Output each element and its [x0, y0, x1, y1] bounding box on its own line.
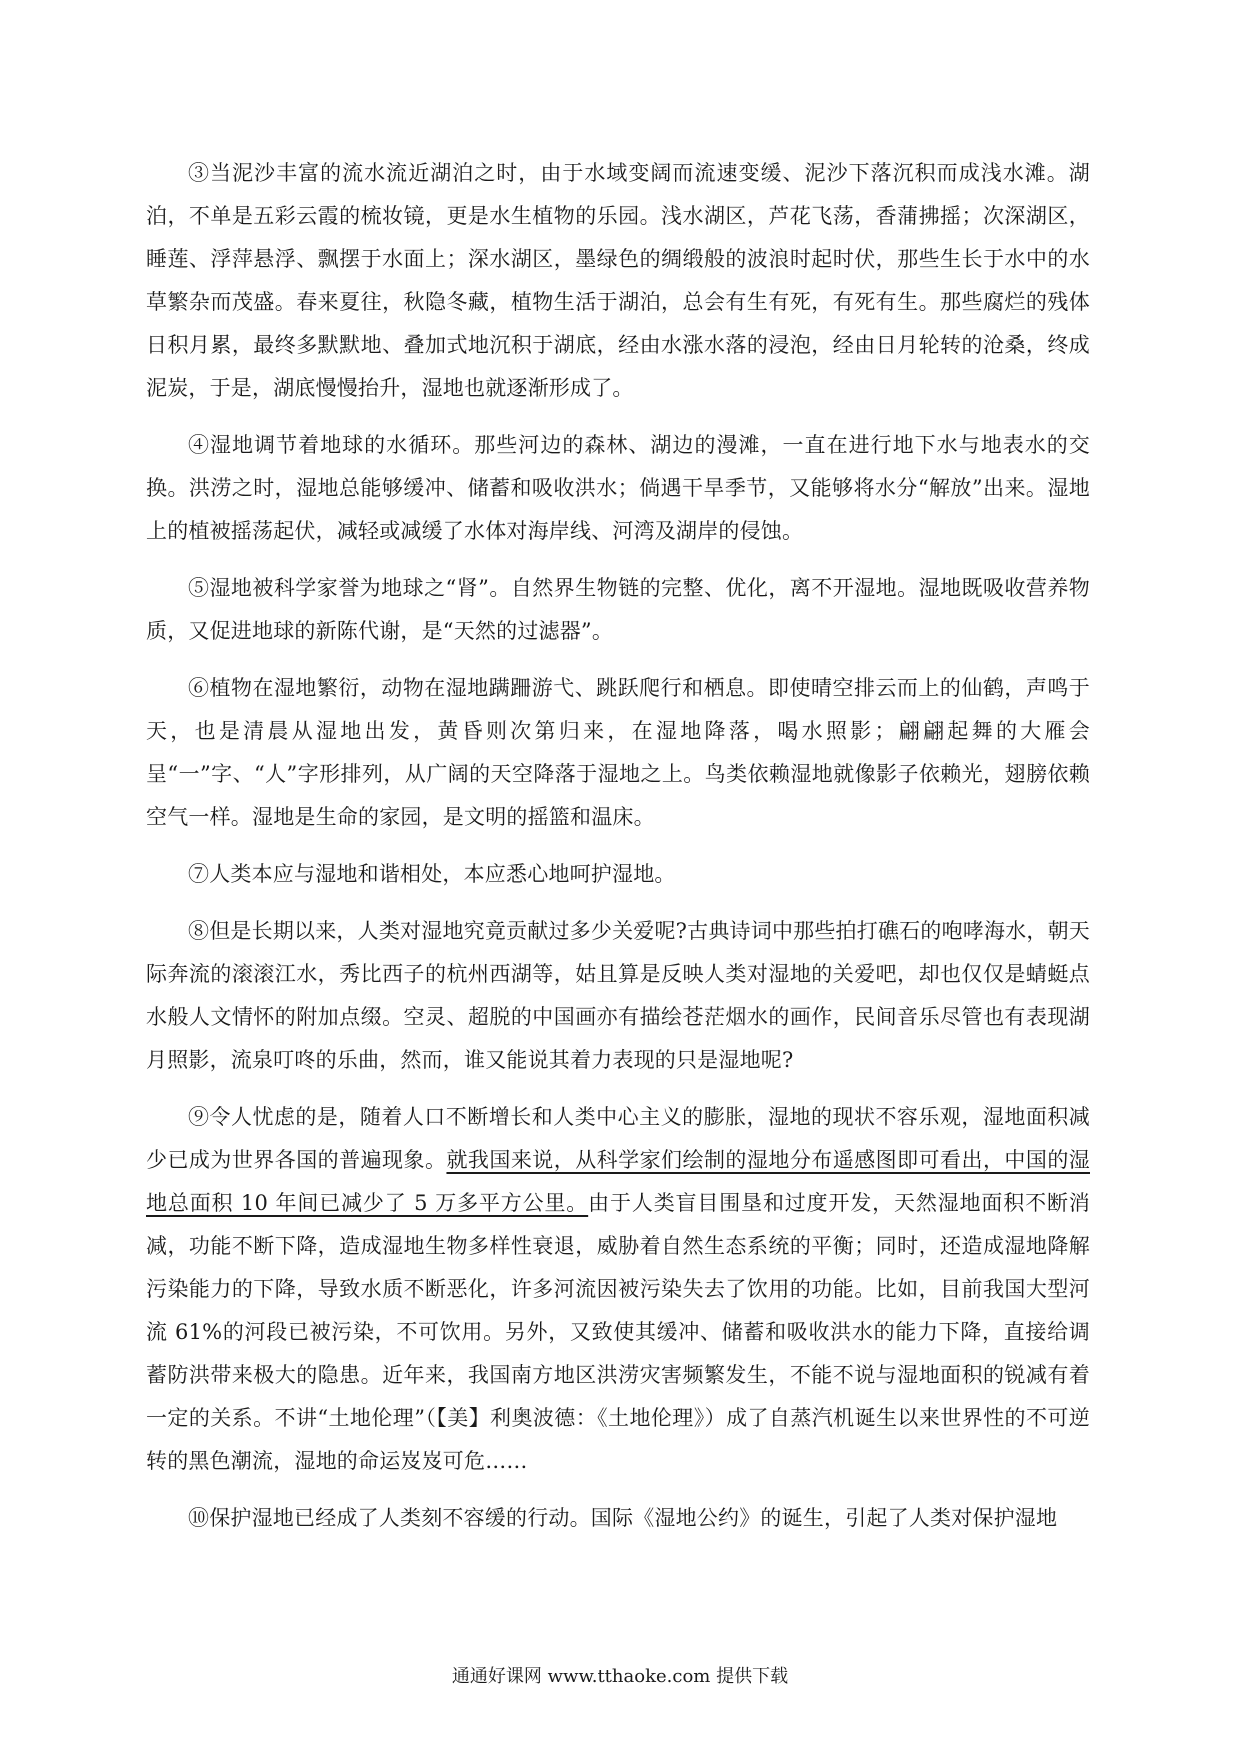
paragraph-5: ⑤湿地被科学家誉为地球之“肾”。自然界生物链的完整、优化，离不开湿地。湿地既吸收营养物质，又促进地球的新陈代谢，是“天然的过滤器”。: [146, 576, 1090, 643]
underlined-sentence: 就我国来说，从科学家们绘制的湿地分布遥感图即可看出，中国的湿地总面积 10 年间已减少了 5 万多平方公里。: [146, 1148, 1090, 1215]
paragraph-3: ③当泥沙丰富的流水流近湖泊之时，由于水域变阔而流速变缓、泥沙下落沉积而成浅水滩。湖泊，不单是五彩云霞的梳妆镜，更是水生植物的乐园。浅水湖区，芦花飞荡，香蒲拂摇；次深湖区，睡莲、浮萍悬浮、飘摆于水面上；深水湖区，墨绿色的绸缎般的波浪时起时伏，那些生长于水中的水草繁杂而茂盛。春来夏往，秋隐冬藏，植物生活于湖泊，总会有生有死，有死有生。那些腐烂的残体日积月累，最终多默默地、叠加式地沉积于湖底，经由水涨水落的浸泡，经由日月轮转的沧桑，终成泥炭，于是，湖底慢慢抬升，湿地也就逐渐形成了。: [146, 161, 1090, 400]
paragraph-6: ⑥植物在湿地繁衍，动物在湿地蹒跚游弋、跳跃爬行和栖息。即使晴空排云而上的仙鹤，声鸣于天，也是清晨从湿地出发，黄昏则次第归来，在湿地降落，喝水照影；翩翩起舞的大雁会呈“一”字、“人”字形排列，从广阔的天空降落于湿地之上。鸟类依赖湿地就像影子依赖光，翅膀依赖空气一样。湿地是生命的家园，是文明的摇篮和温床。: [146, 676, 1090, 829]
paragraph-10: ⑩保护湿地已经成了人类刻不容缓的行动。国际《湿地公约》的诞生，引起了人类对保护湿地: [188, 1506, 1058, 1530]
paragraph-9: [146, 1096, 1090, 1483]
paragraph-4: ④湿地调节着地球的水循环。那些河边的森林、湖边的漫滩，一直在进行地下水与地表水的交换。洪涝之时，湿地总能够缓冲、储蓄和吸收洪水；倘遇干旱季节，又能够将水分“解放”出来。湿地上的植被摇荡起伏，减轻或减缓了水体对海岸线、河湾及湖岸的侵蚀。: [146, 433, 1090, 543]
paragraph-7: ⑦人类本应与湿地和谐相处，本应悉心地呵护湿地。: [188, 862, 676, 886]
paragraph-9-rest: 由于人类盲目围垦和过度开发，天然湿地面积不断消减，功能不断下降，造成湿地生物多样性衰退，威胁着自然生态系统的平衡；同时，还造成湿地降解污染能力的下降，导致水质不断恶化，许多河流因被污染失去了饮用的功能。比如，目前我国大型河流 61%的河段已被污染，不可饮用。另外，又致使其缓冲、储蓄和吸收洪水的能力下降，直接给调蓄防洪带来极大的隐患。近年来，我国南方地区洪涝灾害频繁发生，不能不说与湿地面积的锐减有着一定的关系。不讲“土地伦理”（【美】利奥波德：《土地伦理》）成了自蒸汽机诞生以来世界性的不可逆转的黑色潮流，湿地的命运岌岌可危……: [146, 1191, 1090, 1473]
paragraph-8: ⑧但是长期以来，人类对湿地究竟贡献过多少关爱呢?古典诗词中那些拍打礁石的咆哮海水，朝天际奔流的滚滚江水，秀比西子的杭州西湖等，姑且算是反映人类对湿地的关爱吧，却也仅仅是蜻蜓点水般人文情怀的附加点缀。空灵、超脱的中国画亦有描绘苍茫烟水的画作，民间音乐尽管也有表现湖月照影，流泉叮咚的乐曲，然而，谁又能说其着力表现的只是湿地呢?: [146, 919, 1090, 1072]
paragraph-9-intro: ⑨令人忧虑的是，随着人口不断增长和人类中心主义的膨胀，湿地的现状不容乐观，湿地面积减少已成为世界各国的普遍现象。: [146, 1105, 1090, 1172]
article-body: [146, 152, 1090, 1554]
page-footer: 通通好课网 www.tthaoke.com 提供下载: [451, 1666, 789, 1687]
